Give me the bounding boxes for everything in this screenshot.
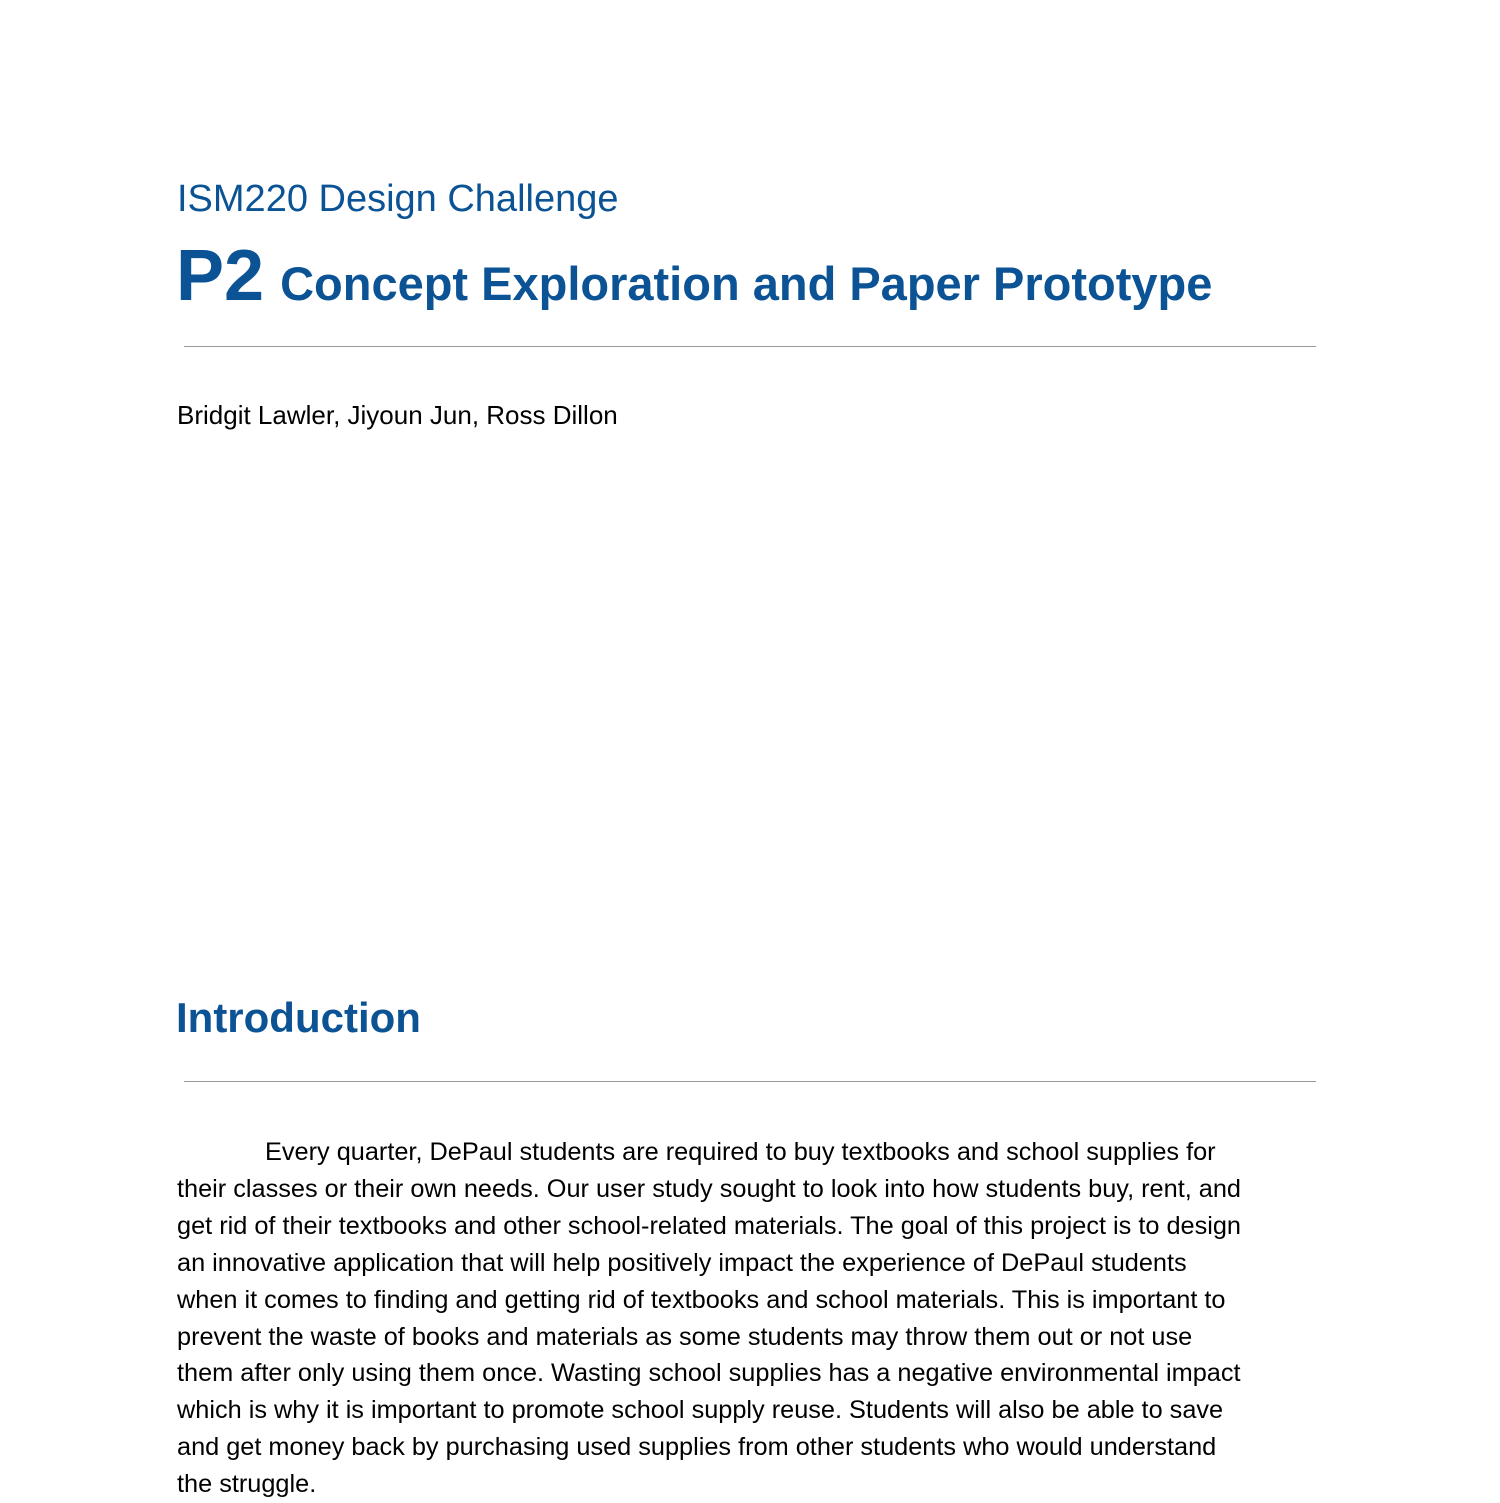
page-title: [176, 236, 1212, 316]
title-divider: [184, 346, 1316, 347]
paragraph-line: them after only using them once. Wasting school supplies has a negative environmental impact: [177, 1359, 1241, 1388]
section-divider: [184, 1081, 1316, 1082]
paragraph-line: when it comes to finding and getting rid of textbooks and school materials. This is important to: [177, 1285, 1226, 1314]
authors: Bridgit Lawler, Jiyoun Jun, Ross Dillon: [177, 400, 618, 430]
introduction-paragraph: [177, 1134, 1327, 1503]
paragraph-line: which is why it is important to promote school supply reuse. Students will also be able to save: [177, 1396, 1224, 1425]
project-title: Concept Exploration and Paper Prototype: [280, 257, 1213, 310]
paragraph-line: an innovative application that will help positively impact the experience of DePaul students: [177, 1248, 1187, 1277]
paragraph-line: and get money back by purchasing used supplies from other students who would understand: [177, 1433, 1217, 1462]
paragraph-line: their classes or their own needs. Our user study sought to look into how students buy, rent, and: [177, 1174, 1241, 1203]
paragraph-line: prevent the waste of books and materials as some students may throw them out or not use: [177, 1322, 1193, 1351]
paragraph-line: Every quarter, DePaul students are required to buy textbooks and school supplies for: [265, 1138, 1216, 1166]
paragraph-line: the struggle.: [177, 1470, 317, 1499]
section-heading-introduction: Introduction: [176, 994, 421, 1041]
course-title: ISM220 Design Challenge: [177, 178, 619, 220]
project-number: P2: [176, 236, 265, 316]
paragraph-line: get rid of their textbooks and other school-related materials. The goal of this project is to design: [177, 1211, 1241, 1240]
